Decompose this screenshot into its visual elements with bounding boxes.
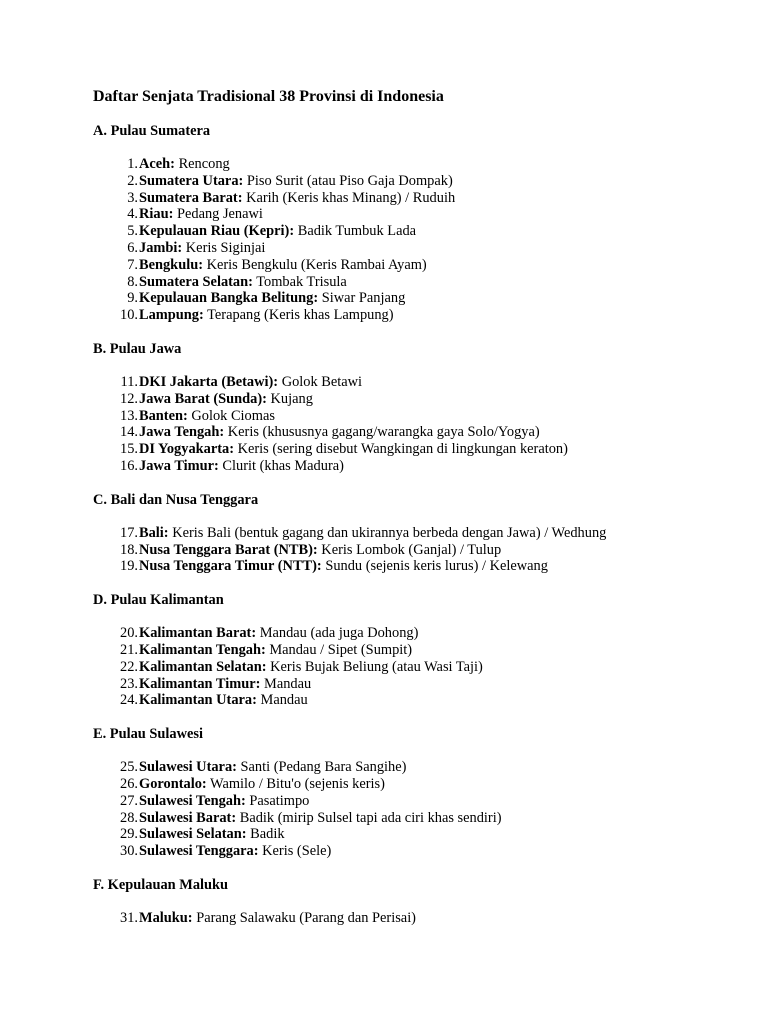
province-name: Bali:	[139, 524, 169, 541]
weapon-name: Karih (Keris khas Minang) / Ruduih	[242, 189, 456, 206]
section-heading-sumatera: A. Pulau Sumatera	[93, 123, 211, 139]
province-name: Sulawesi Tenggara:	[139, 843, 259, 860]
province-name: Kalimantan Utara:	[139, 692, 257, 709]
item-number: 9.	[127, 290, 138, 307]
weapon-name: Siwar Panjang	[318, 290, 406, 307]
weapon-name: Wamilo / Bitu'o (sejenis keris)	[206, 775, 385, 792]
item-number: 1.	[127, 156, 138, 172]
item-number: 22.	[120, 658, 138, 675]
item-number: 11.	[120, 373, 138, 390]
weapon-name: Keris Lombok (Ganjal) / Tulup	[317, 541, 502, 558]
weapon-name: Badik	[246, 826, 285, 843]
list-item	[93, 776, 768, 793]
item-number: 19.	[120, 558, 138, 575]
item-number: 31.	[120, 909, 138, 926]
province-name: Jambi:	[139, 239, 183, 256]
section-list-maluku	[93, 910, 768, 927]
list-item	[93, 458, 768, 475]
item-number: 12.	[120, 390, 138, 407]
list-item	[93, 441, 768, 458]
province-name: Sulawesi Utara:	[139, 759, 237, 776]
province-name: Bengkulu:	[139, 256, 203, 273]
province-name: Sumatera Selatan:	[139, 273, 253, 290]
weapon-name: Golok Ciomas	[187, 407, 275, 424]
item-number: 6.	[127, 239, 138, 256]
list-item	[93, 156, 768, 173]
weapon-name: Keris (Sele)	[258, 843, 332, 860]
province-name: Nusa Tenggara Timur (NTT):	[139, 558, 322, 575]
weapon-name: Piso Surit (atau Piso Gaja Dompak)	[243, 172, 453, 189]
province-name: Lampung:	[139, 307, 204, 324]
list-item	[93, 692, 768, 709]
item-number: 30.	[120, 843, 138, 860]
item-number: 10.	[120, 307, 138, 324]
province-name: Gorontalo:	[139, 775, 207, 792]
item-number: 18.	[120, 541, 138, 558]
section-list-jawa	[93, 374, 768, 475]
list-item	[93, 408, 768, 425]
list-item	[93, 558, 768, 575]
weapon-name: Keris (sering disebut Wangkingan di lingkungan keraton)	[234, 441, 568, 458]
item-number: 13.	[120, 407, 138, 424]
province-name: DKI Jakarta (Betawi):	[139, 373, 279, 390]
section-heading-maluku: F. Kepulauan Maluku	[93, 876, 229, 893]
item-number: 8.	[127, 273, 138, 290]
list-item	[93, 793, 768, 810]
weapon-name: Clurit (khas Madura)	[218, 457, 344, 474]
list-item	[93, 223, 768, 240]
province-name: Banten:	[139, 407, 188, 424]
section-list-sumatera	[93, 156, 768, 324]
province-name: Kalimantan Barat:	[139, 625, 257, 642]
weapon-name: Keris Bali (bentuk gagang dan ukirannya berbeda dengan Jawa) / Wedhung	[168, 524, 607, 541]
list-item	[93, 810, 768, 827]
item-number: 21.	[120, 641, 138, 658]
list-item	[93, 274, 768, 291]
province-name: Kepulauan Bangka Belitung:	[139, 290, 319, 307]
item-number: 24.	[120, 692, 138, 709]
section-heading-kalimantan: D. Pulau Kalimantan	[93, 592, 224, 609]
item-number: 23.	[120, 675, 138, 692]
weapon-name: Kujang	[266, 390, 313, 407]
item-number: 4.	[127, 206, 138, 223]
item-number: 5.	[127, 223, 138, 240]
item-number: 29.	[120, 826, 138, 843]
item-number: 3.	[127, 189, 138, 206]
province-name: Nusa Tenggara Barat (NTB):	[139, 541, 318, 558]
province-name: Jawa Barat (Sunda):	[139, 390, 267, 407]
weapon-name: Mandau / Sipet (Sumpit)	[265, 641, 413, 658]
province-name: Sulawesi Selatan:	[139, 826, 247, 843]
document-title: Daftar Senjata Tradisional 38 Provinsi di Indonesia	[93, 88, 444, 105]
list-item	[93, 391, 768, 408]
province-name: Kalimantan Selatan:	[139, 658, 267, 675]
list-item	[93, 625, 768, 642]
list-item	[93, 257, 768, 274]
list-item	[93, 826, 768, 843]
item-number: 26.	[120, 775, 138, 792]
province-name: Kepulauan Riau (Kepri):	[139, 223, 295, 240]
weapon-name: Santi (Pedang Bara Sangihe)	[236, 759, 407, 776]
weapon-name: Golok Betawi	[278, 373, 363, 390]
province-name: Sumatera Barat:	[139, 189, 243, 206]
list-item	[93, 910, 768, 927]
province-name: Jawa Tengah:	[139, 424, 225, 441]
list-item	[93, 424, 768, 441]
list-item	[93, 759, 768, 776]
province-name: Kalimantan Tengah:	[139, 641, 266, 658]
section-heading-sulawesi: E. Pulau Sulawesi	[93, 726, 203, 743]
section-list-kalimantan	[93, 625, 768, 709]
item-number: 16.	[120, 457, 138, 474]
list-item	[93, 290, 768, 307]
weapon-name: Parang Salawaku (Parang dan Perisai)	[192, 909, 416, 926]
weapon-name: Badik Tumbuk Lada	[294, 223, 417, 240]
province-name: Jawa Timur:	[139, 457, 219, 474]
section-list-sulawesi	[93, 759, 768, 860]
weapon-name: Mandau	[260, 675, 312, 692]
list-item	[93, 659, 768, 676]
weapon-name: Keris Bengkulu (Keris Rambai Ayam)	[203, 256, 427, 273]
item-number: 28.	[120, 809, 138, 826]
list-item	[93, 843, 768, 860]
weapon-name: Mandau	[256, 692, 308, 709]
province-name: Aceh:	[139, 156, 175, 172]
list-item	[93, 525, 768, 542]
province-name: Maluku:	[139, 909, 193, 926]
section-heading-jawa: B. Pulau Jawa	[93, 340, 182, 357]
weapon-name: Keris Siginjai	[182, 239, 266, 256]
list-item	[93, 190, 768, 207]
list-item	[93, 307, 768, 324]
weapon-name: Terapang (Keris khas Lampung)	[203, 307, 394, 324]
weapon-name: Pedang Jenawi	[173, 206, 263, 223]
item-number: 17.	[120, 524, 138, 541]
weapon-name: Mandau (ada juga Dohong)	[256, 625, 419, 642]
province-name: DI Yogyakarta:	[139, 441, 234, 458]
weapon-name: Badik (mirip Sulsel tapi ada ciri khas sendiri)	[236, 809, 502, 826]
province-name: Riau:	[139, 206, 174, 223]
section-heading-bali-nusa-tenggara: C. Bali dan Nusa Tenggara	[93, 491, 259, 508]
section-list-bali-nusa-tenggara	[93, 525, 768, 575]
weapon-name: Sundu (sejenis keris lurus) / Kelewang	[321, 558, 548, 575]
list-item	[93, 642, 768, 659]
item-number: 7.	[127, 256, 138, 273]
weapon-name: Keris (khususnya gagang/warangka gaya Solo/Yogya)	[224, 424, 540, 441]
weapon-name: Tombak Trisula	[252, 273, 347, 290]
province-name: Sulawesi Barat:	[139, 809, 237, 826]
weapon-name: Keris Bujak Beliung (atau Wasi Taji)	[266, 658, 483, 675]
list-item	[93, 676, 768, 693]
item-number: 2.	[127, 172, 138, 189]
item-number: 25.	[120, 759, 138, 776]
item-number: 20.	[120, 625, 138, 642]
list-item	[93, 206, 768, 223]
province-name: Kalimantan Timur:	[139, 675, 261, 692]
item-number: 15.	[120, 441, 138, 458]
list-item	[93, 240, 768, 257]
province-name: Sulawesi Tengah:	[139, 792, 246, 809]
item-number: 27.	[120, 792, 138, 809]
list-item	[93, 542, 768, 559]
list-item	[93, 173, 768, 190]
item-number: 14.	[120, 424, 138, 441]
weapon-name: Pasatimpo	[245, 792, 310, 809]
province-name: Sumatera Utara:	[139, 172, 244, 189]
weapon-name: Rencong	[174, 156, 230, 172]
list-item	[93, 374, 768, 391]
